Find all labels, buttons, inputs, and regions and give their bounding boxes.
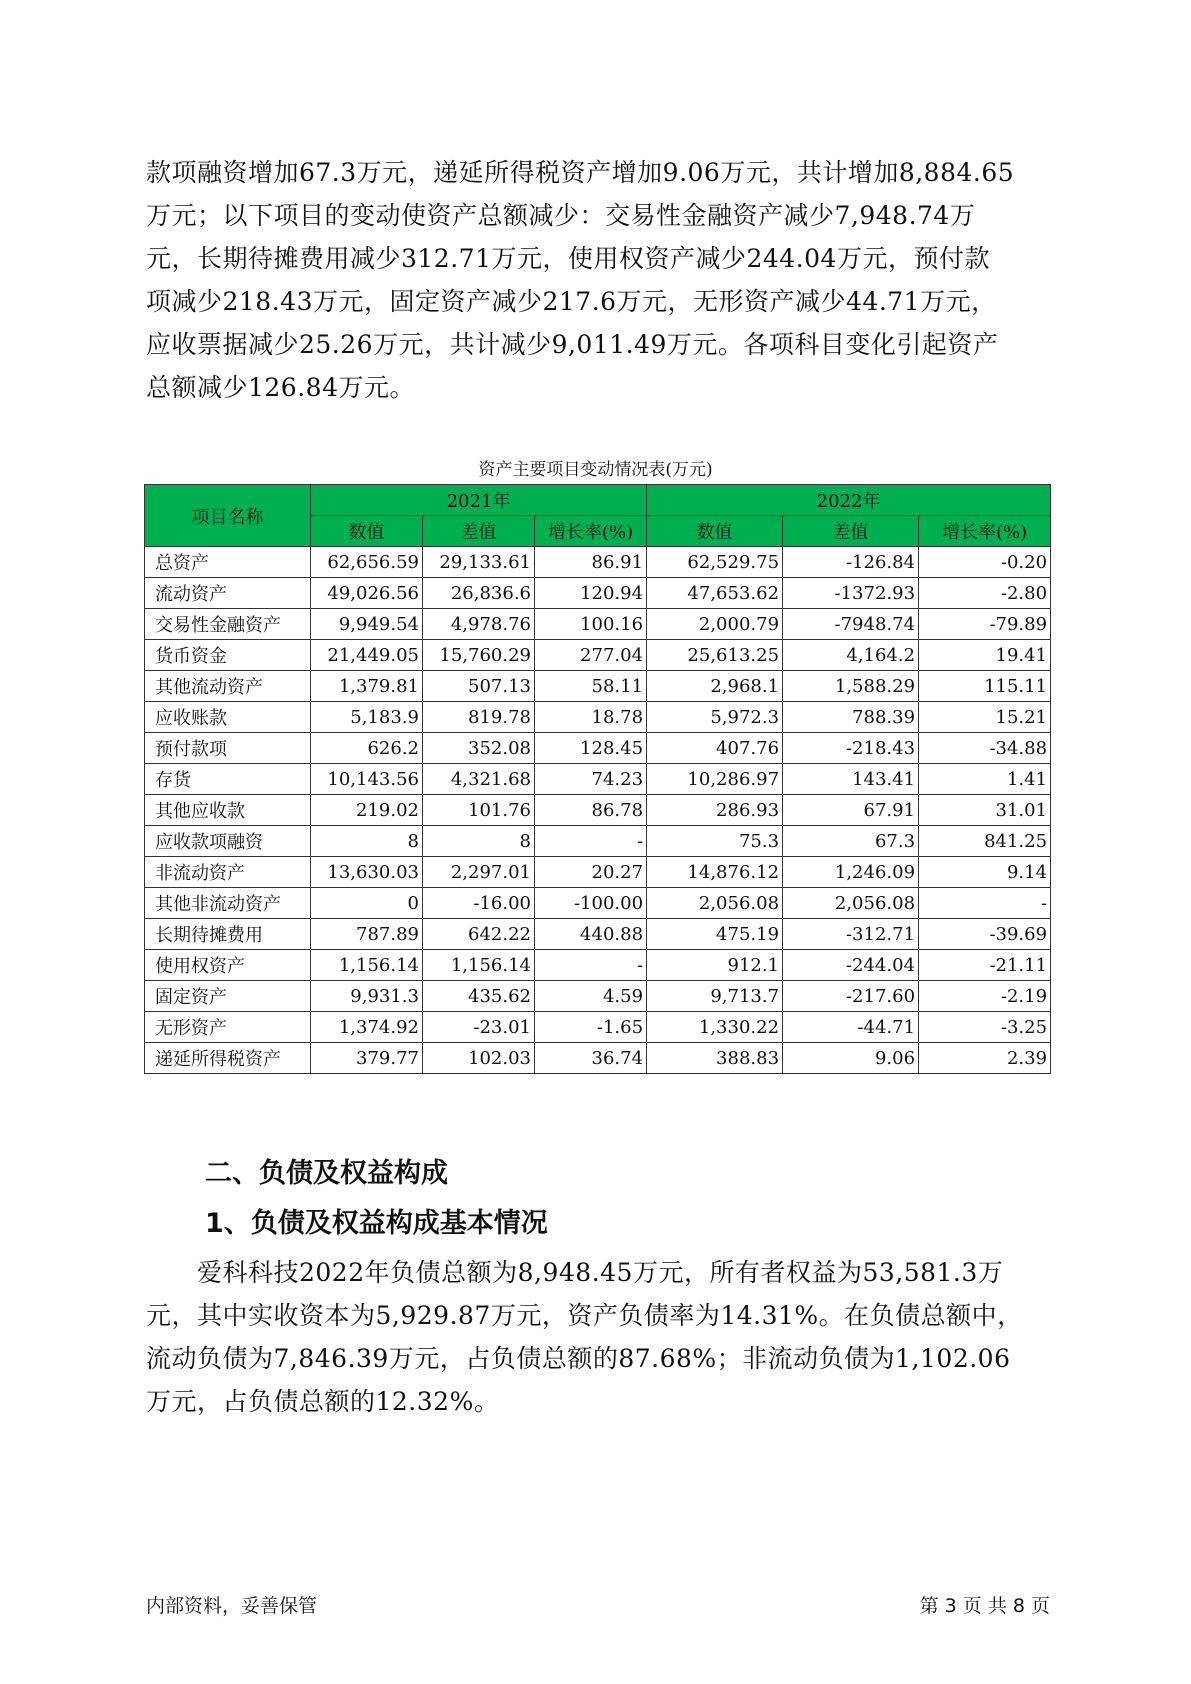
table-cell: 31.01 xyxy=(919,795,1051,826)
table-cell: 788.39 xyxy=(783,702,919,733)
table-cell: 86.91 xyxy=(535,547,647,578)
row-item-name: 使用权资产 xyxy=(145,950,311,981)
table-cell: 26,836.6 xyxy=(423,578,535,609)
table-cell: 4,164.2 xyxy=(783,640,919,671)
paragraph-line: 元，其中实收资本为5,929.87万元，资产负债率为14.31%。在负债总额中， xyxy=(146,1301,1023,1330)
subheader-diff-2022: 差值 xyxy=(783,516,919,547)
table-row xyxy=(145,795,1051,826)
row-item-name: 货币资金 xyxy=(145,640,311,671)
row-item-name: 存货 xyxy=(145,764,311,795)
section-heading: 二、负债及权益构成 xyxy=(205,1158,448,1189)
table-cell: 9,713.7 xyxy=(647,981,783,1012)
paragraph-line: 款项融资增加67.3万元，递延所得税资产增加9.06万元，共计增加8,884.65 xyxy=(146,158,1015,187)
table-cell: 1,330.22 xyxy=(647,1012,783,1043)
table-cell: 18.78 xyxy=(535,702,647,733)
table-row xyxy=(145,857,1051,888)
row-item-name: 其他应收款 xyxy=(145,795,311,826)
table-cell: 101.76 xyxy=(423,795,535,826)
subheader-value-2022: 数值 xyxy=(647,516,783,547)
table-cell: 2,000.79 xyxy=(647,609,783,640)
table-cell: -7948.74 xyxy=(783,609,919,640)
table-cell: -2.19 xyxy=(919,981,1051,1012)
table-cell: 10,286.97 xyxy=(647,764,783,795)
table-row xyxy=(145,888,1051,919)
table-cell: 86.78 xyxy=(535,795,647,826)
subsection-heading: 1、负债及权益构成基本情况 xyxy=(205,1208,548,1239)
row-item-name: 无形资产 xyxy=(145,1012,311,1043)
table-cell: 2,968.1 xyxy=(647,671,783,702)
table-cell: 1,156.14 xyxy=(311,950,423,981)
table-row xyxy=(145,981,1051,1012)
table-row xyxy=(145,1043,1051,1074)
table-row xyxy=(145,702,1051,733)
row-item-name: 预付款项 xyxy=(145,733,311,764)
header-year-2022: 2022年 xyxy=(647,485,1051,516)
table-cell: 1,374.92 xyxy=(311,1012,423,1043)
table-cell: 8 xyxy=(311,826,423,857)
paragraph-liabilities xyxy=(146,1251,1046,1423)
table-cell: 62,529.75 xyxy=(647,547,783,578)
table-cell: -21.11 xyxy=(919,950,1051,981)
table-cell: 435.62 xyxy=(423,981,535,1012)
table-row xyxy=(145,640,1051,671)
row-item-name: 长期待摊费用 xyxy=(145,919,311,950)
table-cell: 219.02 xyxy=(311,795,423,826)
table-cell: 36.74 xyxy=(535,1043,647,1074)
table-row xyxy=(145,547,1051,578)
table-cell: 2,056.08 xyxy=(783,888,919,919)
table-row xyxy=(145,733,1051,764)
table-cell: 5,183.9 xyxy=(311,702,423,733)
table-cell: 286.93 xyxy=(647,795,783,826)
row-item-name: 固定资产 xyxy=(145,981,311,1012)
table-cell: 642.22 xyxy=(423,919,535,950)
table-cell: 13,630.03 xyxy=(311,857,423,888)
table-row xyxy=(145,609,1051,640)
table-row xyxy=(145,1012,1051,1043)
table-cell: 9,949.54 xyxy=(311,609,423,640)
table-cell: 20.27 xyxy=(535,857,647,888)
row-item-name: 总资产 xyxy=(145,547,311,578)
table-cell: -3.25 xyxy=(919,1012,1051,1043)
table-cell: - xyxy=(535,826,647,857)
table-cell: -217.60 xyxy=(783,981,919,1012)
paragraph-line: 元，长期待摊费用减少312.71万元，使用权资产减少244.04万元，预付款 xyxy=(146,244,990,273)
footer-confidential-note: 内部资料，妥善保管 xyxy=(146,1595,318,1617)
table-cell: -39.69 xyxy=(919,919,1051,950)
table-cell: 819.78 xyxy=(423,702,535,733)
table-cell: -218.43 xyxy=(783,733,919,764)
table-row xyxy=(145,764,1051,795)
table-cell: -1.65 xyxy=(535,1012,647,1043)
table-cell: 9.06 xyxy=(783,1043,919,1074)
table-cell: 62,656.59 xyxy=(311,547,423,578)
table-cell: 120.94 xyxy=(535,578,647,609)
table-row xyxy=(145,578,1051,609)
table-cell: -79.89 xyxy=(919,609,1051,640)
table-cell: 15.21 xyxy=(919,702,1051,733)
table-cell: -2.80 xyxy=(919,578,1051,609)
table-cell: 8 xyxy=(423,826,535,857)
table-cell: -16.00 xyxy=(423,888,535,919)
row-item-name: 其他非流动资产 xyxy=(145,888,311,919)
paragraph-line: 爱科科技2022年负债总额为8,948.45万元，所有者权益为53,581.3万 xyxy=(146,1258,1004,1287)
table-cell: 14,876.12 xyxy=(647,857,783,888)
table-cell: 128.45 xyxy=(535,733,647,764)
table-cell: 440.88 xyxy=(535,919,647,950)
table-cell: 352.08 xyxy=(423,733,535,764)
table-row xyxy=(145,671,1051,702)
table-cell: 277.04 xyxy=(535,640,647,671)
asset-change-table xyxy=(144,484,1051,1074)
table-cell: 2.39 xyxy=(919,1043,1051,1074)
table-cell: 102.03 xyxy=(423,1043,535,1074)
table-cell: 1,156.14 xyxy=(423,950,535,981)
table-row xyxy=(145,919,1051,950)
table-cell: 0 xyxy=(311,888,423,919)
row-item-name: 其他流动资产 xyxy=(145,671,311,702)
row-item-name: 递延所得税资产 xyxy=(145,1043,311,1074)
table-cell: 49,026.56 xyxy=(311,578,423,609)
subheader-growth-2022: 增长率(%) xyxy=(919,516,1051,547)
table-cell: 9.14 xyxy=(919,857,1051,888)
table-cell: 626.2 xyxy=(311,733,423,764)
table-cell: 2,297.01 xyxy=(423,857,535,888)
table-cell: -126.84 xyxy=(783,547,919,578)
table-cell: -34.88 xyxy=(919,733,1051,764)
row-item-name: 应收账款 xyxy=(145,702,311,733)
table-cell: 58.11 xyxy=(535,671,647,702)
table-cell: 67.91 xyxy=(783,795,919,826)
table-cell: 2,056.08 xyxy=(647,888,783,919)
table-cell: 21,449.05 xyxy=(311,640,423,671)
table-cell: 388.83 xyxy=(647,1043,783,1074)
header-year-2021: 2021年 xyxy=(311,485,647,516)
table-cell: 1,588.29 xyxy=(783,671,919,702)
table-cell: 1,246.09 xyxy=(783,857,919,888)
table-caption: 资产主要项目变动情况表(万元) xyxy=(478,460,713,480)
table-cell: 143.41 xyxy=(783,764,919,795)
table-row xyxy=(145,826,1051,857)
subheader-growth-2021: 增长率(%) xyxy=(535,516,647,547)
paragraph-line: 万元；以下项目的变动使资产总额减少：交易性金融资产减少7,948.74万 xyxy=(146,201,976,230)
header-item-name: 项目名称 xyxy=(145,485,311,547)
table-cell: 100.16 xyxy=(535,609,647,640)
subheader-value-2021: 数值 xyxy=(311,516,423,547)
table-cell: 4.59 xyxy=(535,981,647,1012)
table-cell: 475.19 xyxy=(647,919,783,950)
table-cell: -100.00 xyxy=(535,888,647,919)
table-cell: 67.3 xyxy=(783,826,919,857)
table-cell: 841.25 xyxy=(919,826,1051,857)
paragraph-asset-changes xyxy=(146,151,1046,409)
footer-page-number: 第 3 页 共 8 页 xyxy=(919,1595,1050,1617)
table-cell: 115.11 xyxy=(919,671,1051,702)
row-item-name: 流动资产 xyxy=(145,578,311,609)
table-cell: - xyxy=(535,950,647,981)
table-row xyxy=(145,950,1051,981)
table-cell: 19.41 xyxy=(919,640,1051,671)
table-cell: 5,972.3 xyxy=(647,702,783,733)
table-cell: 9,931.3 xyxy=(311,981,423,1012)
paragraph-line: 流动负债为7,846.39万元，占负债总额的87.68%；非流动负债为1,102.06 xyxy=(146,1344,1011,1373)
table-cell: 4,321.68 xyxy=(423,764,535,795)
table-cell: -23.01 xyxy=(423,1012,535,1043)
table-cell: 1.41 xyxy=(919,764,1051,795)
table-cell: -0.20 xyxy=(919,547,1051,578)
row-item-name: 应收款项融资 xyxy=(145,826,311,857)
table-cell: 1,379.81 xyxy=(311,671,423,702)
table-cell: 407.76 xyxy=(647,733,783,764)
row-item-name: 交易性金融资产 xyxy=(145,609,311,640)
table-cell: 507.13 xyxy=(423,671,535,702)
table-cell: 47,653.62 xyxy=(647,578,783,609)
table-cell: 29,133.61 xyxy=(423,547,535,578)
table-cell: -244.04 xyxy=(783,950,919,981)
table-cell: 4,978.76 xyxy=(423,609,535,640)
paragraph-line: 应收票据减少25.26万元，共计减少9,011.49万元。各项科目变化引起资产 xyxy=(146,330,999,359)
table-cell: 25,613.25 xyxy=(647,640,783,671)
row-item-name: 非流动资产 xyxy=(145,857,311,888)
table-body xyxy=(145,547,1051,1074)
table-cell: 912.1 xyxy=(647,950,783,981)
table-cell: 379.77 xyxy=(311,1043,423,1074)
table-cell: 787.89 xyxy=(311,919,423,950)
table-cell: 74.23 xyxy=(535,764,647,795)
table-cell: -1372.93 xyxy=(783,578,919,609)
table-cell: -44.71 xyxy=(783,1012,919,1043)
table-cell: - xyxy=(919,888,1051,919)
table-cell: 10,143.56 xyxy=(311,764,423,795)
paragraph-line: 项减少218.43万元，固定资产减少217.6万元，无形资产减少44.71万元， xyxy=(146,287,997,316)
paragraph-line: 总额减少126.84万元。 xyxy=(146,373,415,402)
subheader-diff-2021: 差值 xyxy=(423,516,535,547)
paragraph-line: 万元，占负债总额的12.32%。 xyxy=(146,1387,500,1416)
table-cell: -312.71 xyxy=(783,919,919,950)
table-cell: 75.3 xyxy=(647,826,783,857)
table-cell: 15,760.29 xyxy=(423,640,535,671)
